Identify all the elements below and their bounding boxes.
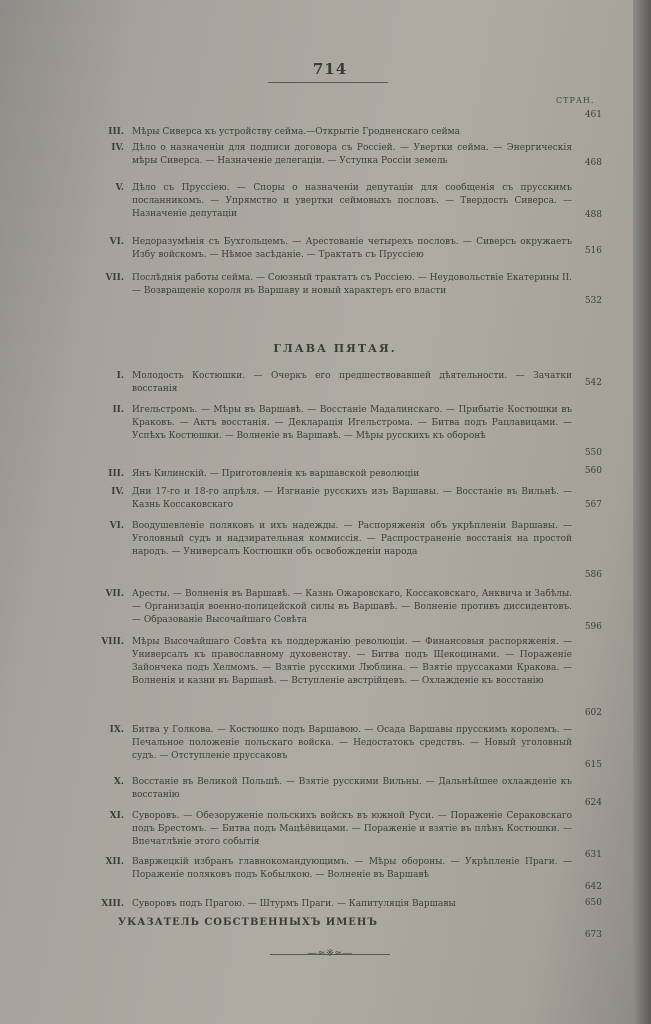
entry-number: IV. <box>111 143 124 153</box>
entry-text: Суворовъ. — Обезоруженіе польскихъ войскъ въ южной Руси. — Пораженіе Сераковскаго подъ Брестомъ. — Битва подъ Мацѣёвицами. — Пораженіе и взятіе въ плѣнъ Костюшки. — Впечатлѣніе этого событія <box>132 811 572 847</box>
entry-page: 624 <box>584 798 602 808</box>
toc-entry <box>88 898 578 911</box>
toc-entry <box>88 636 578 714</box>
entry-text: Мѣры Сиверса къ устройству сейма.—Открытіе Гродненскаго сейма <box>132 127 460 137</box>
index-page: 673 <box>584 930 602 940</box>
entry-page: 488 <box>584 210 602 220</box>
entry-page: 615 <box>584 760 602 770</box>
entry-number: XI. <box>109 811 124 821</box>
entry-number: V. <box>115 183 124 193</box>
entry-page: 567 <box>584 500 602 510</box>
toc-entry <box>88 486 578 512</box>
closing-ornament: —≈※≈— <box>307 948 353 959</box>
entry-page: 516 <box>584 246 602 256</box>
toc-entry <box>88 404 578 456</box>
entry-number: IV. <box>111 487 124 497</box>
entry-number: I. <box>116 371 124 381</box>
entry-text: Янъ Килинскій. — Приготовленія къ варшавской революціи <box>132 469 420 479</box>
entry-page: 560 <box>584 466 602 476</box>
entry-page: 542 <box>584 378 602 388</box>
entry-number: III. <box>108 469 124 479</box>
toc-entry <box>88 142 578 168</box>
entry-number: VI. <box>109 237 124 247</box>
toc-entry <box>88 588 578 627</box>
entry-text: Дѣло съ Пруссіею. — Споры о назначеніи депутаціи для сообщенія съ прусскимъ посланникомъ. — Упрямство и увертки сеймовыхъ пословъ. — Твердость Сиверса. — Назначеніе депутаціи <box>132 183 572 219</box>
toc-entry <box>88 520 578 572</box>
entry-number: III. <box>108 127 124 137</box>
pages-column-header: СТРАН. <box>556 96 595 105</box>
entry-text: Дѣло о назначеніи для подписи договора съ Россіей. — Увертки сейма. — Энергическія мѣры Сиверса. — Назначеніе делегаціи. — Уступка Россіи земель <box>132 143 572 166</box>
entry-page: 550 <box>584 448 602 458</box>
page-number: 714 <box>312 60 348 78</box>
entry-text: Воодушевленіе поляковъ и ихъ надежды. — Распоряженія объ укрѣпленіи Варшавы. — Уголовный судъ и надзирательная коммиссія. — Распространеніе восстанія на простой народъ. — Универсалъ Костюшки объ освобожденіи народа <box>132 521 572 557</box>
entry-page: 642 <box>584 882 602 892</box>
entry-number: II. <box>112 405 124 415</box>
toc-entry <box>88 236 578 262</box>
entry-text: Недоразумѣнія съ Бухгольцемъ. — Арестованіе четырехъ пословъ. — Сиверсъ окружаетъ Избу войскомъ. — Нѣмое засѣданіе. — Трактатъ съ Пруссіею <box>132 237 572 260</box>
page-edge <box>633 0 651 1024</box>
entry-page: 586 <box>584 570 602 580</box>
entry-number: VII. <box>105 273 124 283</box>
toc-entry <box>88 126 578 139</box>
toc-entry <box>88 856 578 895</box>
toc-entry <box>88 182 578 221</box>
entry-text: Мѣры Высочайшаго Совѣта къ поддержанію революціи. — Финансовыя распоряженія. — Универсалъ къ православному духовенству. — Битва подъ Щекоцинами. — Пораженіе Зайончека подъ Хелмомъ. — Взятіе русскими Люблина. — Взятіе пруссаками Кракова. — Волненія и казни въ Варшавѣ. — Вступленіе австрійцевъ. — Охлажденіе къ восстанію <box>132 637 572 686</box>
entry-page: 602 <box>584 708 602 718</box>
entry-text: Игельстромъ. — Мѣры въ Варшавѣ. — Восстаніе Мадалинскаго. — Прибытіе Костюшки въ Краковъ. — Актъ восстанія. — Декларація Игельстрома. — Битва подъ Рацлавицами. — Успѣхъ Костюшки. — Волненіе въ Варшавѣ. — Мѣры русскихъ къ оборонѣ <box>132 405 572 441</box>
entry-page: 596 <box>584 622 602 632</box>
toc-entry <box>88 272 578 311</box>
entry-page: 468 <box>584 158 602 168</box>
entry-text: Дни 17-го и 18-го апрѣля. — Изгнаніе русскихъ изъ Варшавы. — Восстаніе въ Вильнѣ. — Казнь Коссаковскаго <box>132 487 572 510</box>
page-number-rule <box>268 82 388 83</box>
entry-number: XIII. <box>101 899 124 909</box>
toc-entry <box>88 810 578 849</box>
entry-number: X. <box>113 777 124 787</box>
entry-number: VI. <box>109 521 124 531</box>
toc-entry <box>88 776 578 802</box>
entry-page: 650 <box>584 898 602 908</box>
entry-text: Послѣднія работы сейма. — Союзный трактатъ съ Россіею. — Неудовольствіе Екатерины II. — Возвращеніе короля въ Варшаву и новый характеръ его власти <box>132 273 572 296</box>
toc-entry <box>88 468 578 481</box>
entry-page: 461 <box>584 110 602 120</box>
entry-number: IX. <box>109 725 124 735</box>
entry-number: XII. <box>105 857 124 867</box>
entry-number: VIII. <box>101 637 124 647</box>
entry-page: 631 <box>584 850 602 860</box>
entry-text: Аресты. — Волненія въ Варшавѣ. — Казнь Ожаровскаго, Коссаковскаго, Анквича и Забѣлы. — Организація военно-полицейской силы въ Варшавѣ. — Волненіе противъ диссидентовъ. — Образованіе Высочайшаго Совѣта <box>132 589 572 625</box>
entry-text: Восстаніе въ Великой Польшѣ. — Взятіе русскими Вильны. — Дальнѣйшее охлажденіе къ восстанію <box>132 777 572 800</box>
index-title: УКАЗАТЕЛЬ СОБСТВЕННЫХЪ ИМЕНЪ <box>118 917 378 928</box>
entry-text: Битва у Голкова. — Костюшко подъ Варшавою. — Осада Варшавы прусскимъ королемъ. — Печальное положеніе польскаго войска. — Недостатокъ средствъ. — Новый уголовный судъ. — Отступленіе пруссаковъ <box>132 725 572 761</box>
entry-text: Вавржецкій избранъ главнокомандующимъ. — Мѣры обороны. — Укрѣпленіе Праги. — Пораженіе поляковъ подъ Кобылкою. — Волненіе въ Варшавѣ <box>132 857 572 880</box>
entry-number: VII. <box>105 589 124 599</box>
toc-entry <box>88 724 578 776</box>
entry-text: Суворовъ подъ Прагою. — Штурмъ Праги. — Капитуляція Варшавы <box>132 899 456 909</box>
chapter-title: ГЛАВА ПЯТАЯ. <box>273 342 397 355</box>
entry-page: 532 <box>584 296 602 306</box>
toc-entry <box>88 370 578 396</box>
entry-text: Молодость Костюшки. — Очеркъ его предшествовавшей дѣятельности. — Зачатки восстанія <box>132 371 572 394</box>
